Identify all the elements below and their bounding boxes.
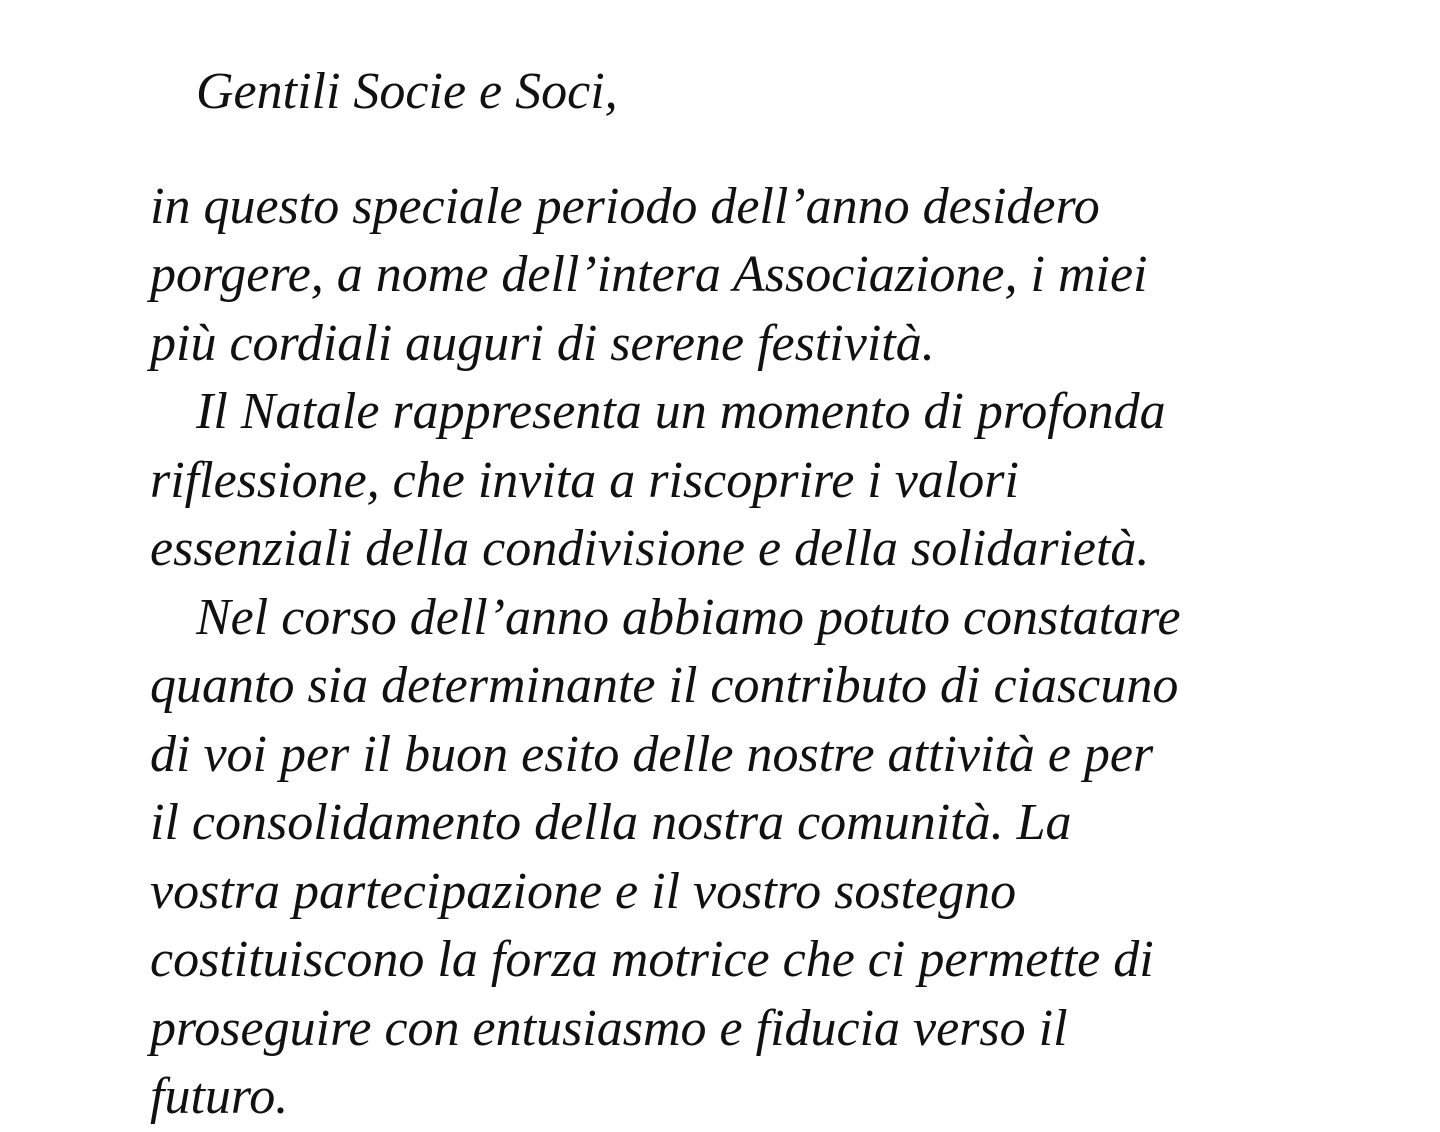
salutation: Gentili Socie e Soci, bbox=[196, 63, 618, 120]
text-line: Nel corso dell’anno abbiamo potuto constatare bbox=[196, 588, 1181, 646]
text-line: di voi per il buon esito delle nostre attività e per bbox=[150, 725, 1154, 783]
text-line: futuro. bbox=[150, 1068, 289, 1125]
text-line: essenziali della condivisione e della solidarietà. bbox=[150, 520, 1150, 577]
text-line: proseguire con entusiasmo e fiducia verso il bbox=[150, 999, 1068, 1057]
paragraph-thanks bbox=[150, 584, 1350, 1132]
paragraph-greetings bbox=[150, 173, 1350, 379]
text-line: quanto sia determinante il contributo di ciascuno bbox=[150, 657, 1179, 714]
text-line: costituiscono la forza motrice che ci permette di bbox=[150, 931, 1154, 988]
text-line: in questo speciale periodo dell’anno desidero bbox=[150, 177, 1100, 235]
text-line: il consolidamento della nostra comunità. La bbox=[150, 794, 1072, 851]
text-line: Il Natale rappresenta un momento di profonda bbox=[196, 383, 1166, 440]
text-line: riflessione, che invita a riscoprire i valori bbox=[150, 451, 1019, 509]
paragraph-christmas bbox=[150, 378, 1350, 584]
text-line: porgere, a nome dell’intera Associazione, i miei bbox=[150, 246, 1148, 303]
text-line: più cordiali auguri di serene festività. bbox=[150, 314, 935, 372]
text-line: vostra partecipazione e il vostro sostegno bbox=[150, 862, 1017, 920]
letter-body bbox=[150, 58, 1350, 1132]
